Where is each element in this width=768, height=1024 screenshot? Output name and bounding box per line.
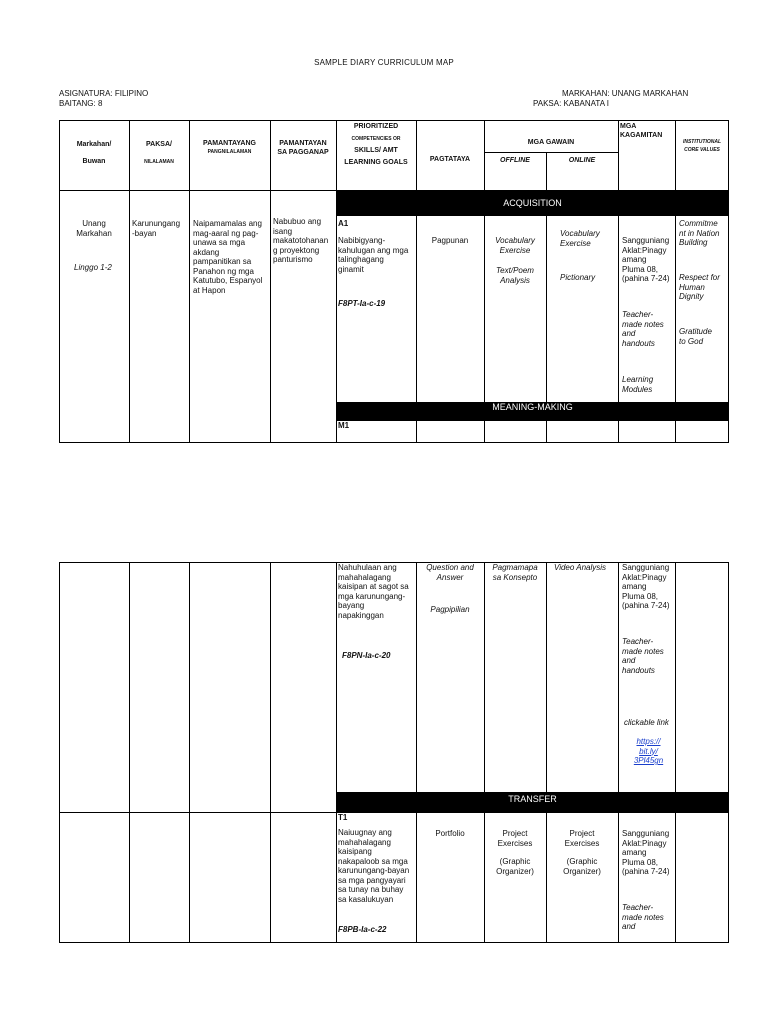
header-paksa: PAKSA/ NILALAMAN — [144, 141, 174, 165]
header-prioritized: PRIORITIZED COMPETENCIES OR SKILLS/ AMT LEARNING GOALS — [344, 123, 408, 166]
cell-offline-2: Text/Poem Analysis — [496, 266, 534, 285]
header-pagtataya: PAGTATAYA — [429, 156, 471, 163]
markahan-label: MARKAHAN: UNANG MARKAHAN — [562, 89, 689, 98]
cell-pamantayan: Nabubuo ang isang makatotohanan g proyektong panturismo — [273, 217, 329, 264]
header-core-values: INSTITUTIONAL CORE VALUES — [682, 139, 722, 153]
paksa-label: PAKSA: KABANATA I — [533, 99, 610, 108]
cell-competency-t: Naiuugnay ang mahahalagang kaisipang nakapaloob sa mga karunungang-bayan sa mga pangyayari sa tunay na buhay sa kasalukuyan — [338, 828, 410, 904]
cell-core-1: Commitme nt in Nation Building — [679, 219, 720, 247]
resource-link[interactable]: https:// bit.ly/ 3Pl45gn — [633, 737, 664, 765]
baitang-label: BAITANG: 8 — [59, 99, 103, 108]
cell-code-a1: A1 — [338, 219, 349, 228]
cell-kagamitan-1: Sangguniang Aklat:Pinagy amang Pluma 08, (pahina 7-24) — [622, 236, 670, 283]
header-pamantayan: PAMANTAYAN SA PAGGANAP — [277, 140, 329, 156]
header-mga-gawain: MGA GAWAIN — [527, 139, 575, 146]
band-transfer: TRANSFER — [336, 792, 729, 812]
header-offline: OFFLINE — [500, 157, 530, 164]
cell-kagamitan-3: Learning Modules — [622, 375, 654, 394]
clickable-link-label: clickable link — [624, 718, 669, 727]
cell-code-m1: M1 — [338, 421, 350, 430]
cell-pamantayang: Naipamamalas ang mag-aaral ng pag- unawa sa mga akdang pampanitikan sa Panahon ng mga Katutubo, Espanyol at Hapon — [193, 219, 263, 295]
cell-kagamitan-2a: Sangguniang Aklat:Pinagy amang Pluma 08, (pahina 7-24) — [622, 563, 670, 610]
cell-competency-t-code: F8PB-Ia-c-22 — [338, 925, 387, 934]
cell-online-t1: Project Exercises — [564, 829, 600, 848]
cell-pagtataya: Pagpunan — [431, 236, 469, 245]
cell-core-3: Gratitude to God — [679, 327, 712, 346]
cell-linggo: Linggo 1-2 — [74, 263, 112, 272]
cell-code-t1: T1 — [338, 813, 348, 822]
cell-paksa: Karunungang -bayan — [132, 219, 181, 238]
document-title: SAMPLE DIARY CURRICULUM MAP — [314, 58, 454, 67]
cell-competency-2: Nahuhulaan ang mahahalagang kaisipan at sagot sa mga karunungang- bayang napakinggan — [338, 563, 409, 620]
header-markahan: Markahan/ Buwan — [76, 141, 112, 165]
cell-pagtataya-2a: Question and Answer — [426, 563, 474, 582]
asignatura-label: ASIGNATURA: FILIPINO — [59, 89, 149, 98]
cell-competency-code: F8PT-Ia-c-19 — [338, 299, 386, 308]
band-acquisition: ACQUISITION — [336, 191, 729, 216]
cell-online-1: Vocabulary Exercise — [560, 229, 600, 248]
cell-markahan: Unang Markahan — [76, 219, 112, 238]
cell-core-2: Respect for Human Dignity — [679, 273, 720, 301]
cell-online-2: Pictionary — [560, 273, 596, 282]
cell-kagamitan-t1: Sangguniang Aklat:Pinagy amang Pluma 08, (pahina 7-24) — [622, 829, 670, 876]
cell-offline-2: Pagmamapa sa Konsepto — [492, 563, 538, 582]
header-online: ONLINE — [568, 157, 596, 164]
cell-online-t2: (Graphic Organizer) — [563, 857, 601, 876]
cell-competency: Nabibigyang- kahulugan ang mga talinghagang ginamit — [338, 236, 409, 274]
cell-offline-t1: Project Exercises — [497, 829, 533, 848]
cell-offline-t2: (Graphic Organizer) — [496, 857, 534, 876]
cell-pagtataya-2b: Pagpipilian — [430, 605, 470, 614]
header-kagamitan: MGA KAGAMITAN — [620, 123, 663, 139]
band-meaning-making: MEANING-MAKING — [336, 402, 729, 420]
cell-online-2: Video Analysis — [554, 563, 607, 572]
cell-pagtataya-t: Portfolio — [435, 829, 465, 838]
cell-competency-code-2: F8PN-Ia-c-20 — [342, 651, 391, 660]
cell-kagamitan-2: Teacher- made notes and handouts — [622, 310, 664, 348]
header-pamantayang: PAMANTAYANG PANGNILALAMAN — [203, 140, 256, 155]
cell-kagamitan-2b: Teacher- made notes and handouts — [622, 637, 664, 675]
cell-offline-1: Vocabulary Exercise — [495, 236, 535, 255]
cell-kagamitan-t2: Teacher- made notes and — [622, 903, 664, 931]
